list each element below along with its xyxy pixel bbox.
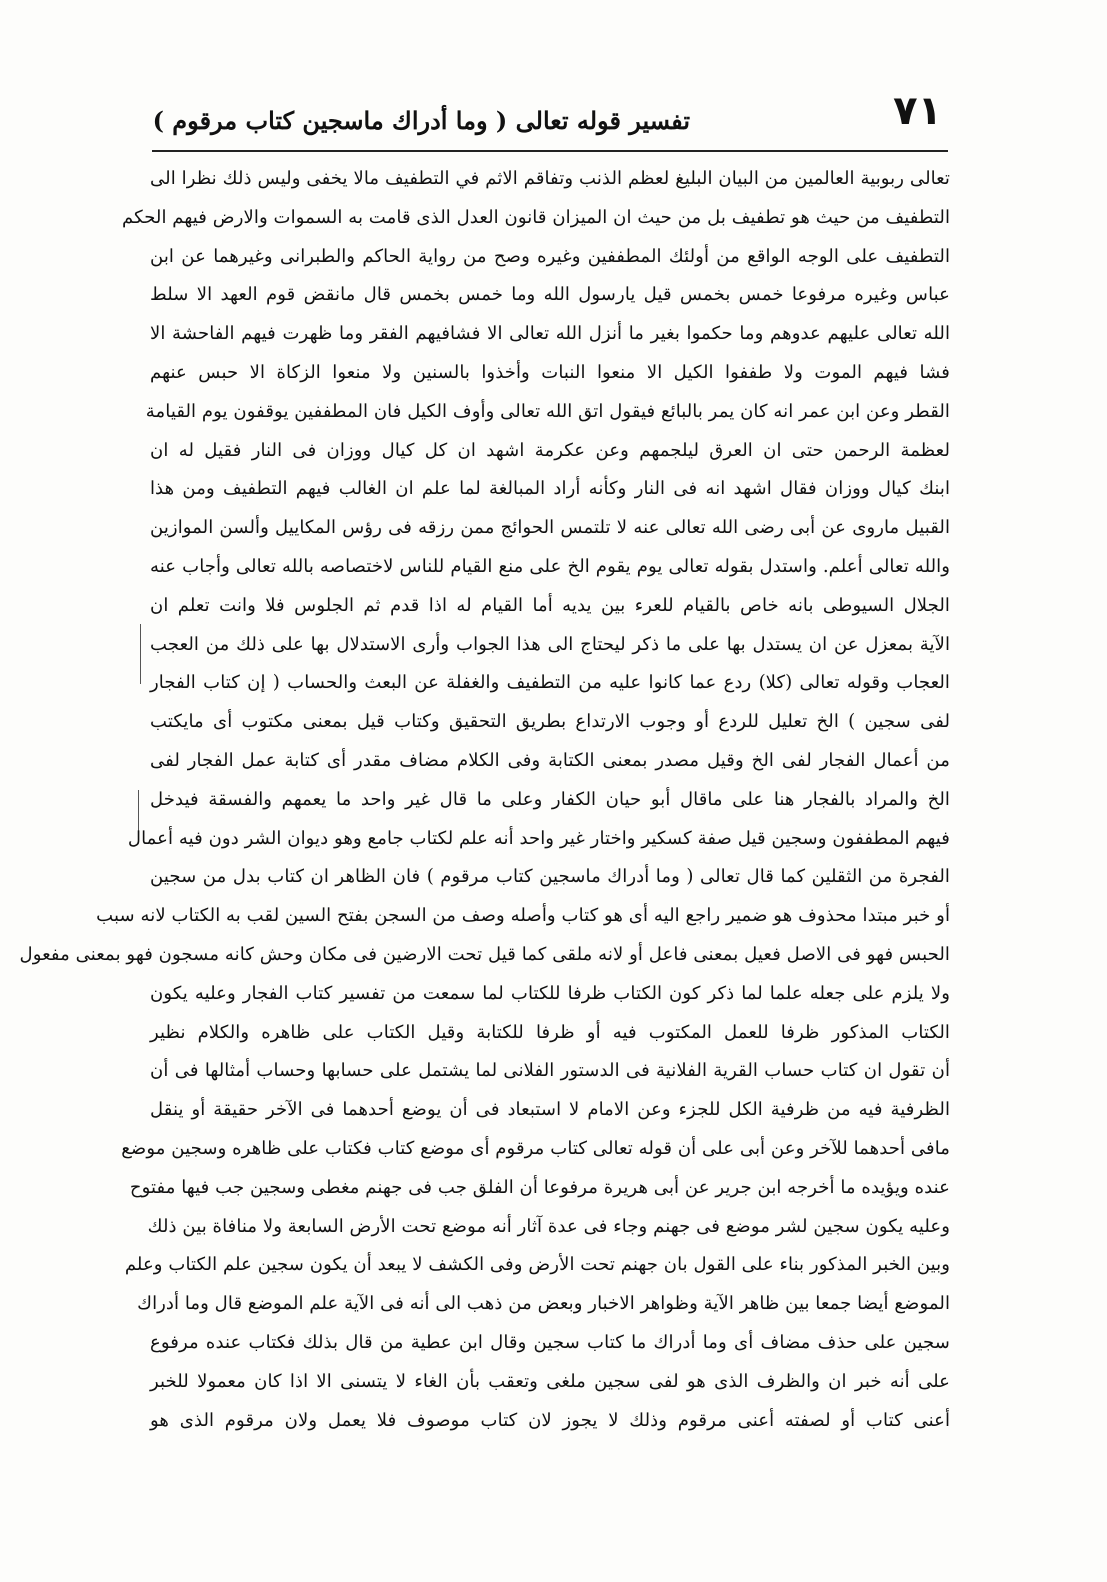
- text-line: العجاب وقوله تعالى (كلا) ردع عما كانوا عليه من التطفيف والغفلة عن البعث والحساب ( إن كتاب الفجار: [150, 672, 950, 694]
- text-line: الخ والمراد بالفجار هنا على ماقال أبو حيان الكفار وعلى ما قال غير واحد ما يعمهم والفسقة فيدخل: [150, 788, 950, 810]
- text-line: تعالى ربوبية العالمين من البيان البليغ لعظم الذنب وتفاقم الاثم في التطفيف مالا يخفى وليس ذلك نظرا الى: [150, 168, 950, 189]
- text-line: الموضع أيضا جمعا بين ظاهر الآية وظواهر الاخبار وبعض من ذهب الى أنه فى الآية علم الموضع قال وما أدراك: [137, 1293, 950, 1315]
- text-line: أو خبر مبتدا محذوف هو ضمير راجع اليه أى هو كتاب وأصله وصف من السجن بفتح السين لقب به الكتاب لانه سبب: [96, 905, 950, 927]
- text-line: القطر وعن ابن عمر انه كان يمر بالبائع فيقول اتق الله تعالى وأوف الكيل فان المطففين يوقفون يوم القيامة: [145, 400, 950, 422]
- text-line: ولا يلزم على جعله علما لما ذكر كون الكتاب ظرفا للكتاب لما سمعت من تفسير كتاب الفجار وعليه يكون: [150, 982, 950, 1004]
- text-line: التطفيف من حيث هو تطفيف بل من حيث ان الميزان قانون العدل الذى قامت به السموات والارض فيهم الحكم: [122, 206, 950, 228]
- text-line: الحبس فهو فى الاصل فعيل بمعنى فاعل أو لانه ملقى كما قيل تحت الارضين فى مكان وحش كانه مسجون فهو بمعنى مفعول: [19, 943, 950, 965]
- text-line: الكتاب المذكور ظرفا للعمل المكتوب فيه أو ظرفا للكتابة وقيل الكتاب على ظاهره والكلام نظير: [150, 1021, 950, 1043]
- text-line: لفى سجين ) الخ تعليل للردع أو وجوب الارتداع بطريق التحقيق وكتاب قيل بمعنى مكتوب أى مايكتب: [150, 711, 950, 733]
- text-line: فيهم المطففون وسجين قيل صفة كسكير واختار غير واحد أنه علم لكتاب جامع وهو ديوان الشر دون فيه أعمال: [127, 827, 950, 849]
- text-line: على أنه خبر ان والظرف الذى هو لفى سجين ملغى وتعقب بأن الغاء لا يتسنى الا اذا كان معمولا للخبر: [150, 1370, 950, 1392]
- text-line: فشا فيهم الموت ولا طففوا الكيل الا منعوا النبات وأخذوا بالسنين ولا منعوا الزكاة الا حبس عنهم: [150, 361, 950, 383]
- text-line: مافى أحدهما للآخر وعن أبى على أن قوله تعالى كتاب مرقوم أى موضع كتاب فكتاب على ظاهره وسجين موضع: [121, 1137, 950, 1159]
- text-line: التطفيف على الوجه الواقع من أولئك المطففين وغيره وصح من رواية الحاكم والطبرانى وغيرهما عن ابن: [150, 245, 950, 267]
- page-number: ٧١: [893, 88, 942, 134]
- header-rule: [152, 150, 948, 152]
- text-line: وعليه يكون سجين لشر موضع فى جهنم وجاء فى عدة آثار أنه موضع تحت الأرض السابعة ولا منافاة بين ذلك: [147, 1215, 950, 1237]
- text-line: أن تقول ان كتاب حساب القرية الفلانية فى الدستور الفلانى لما يشتمل على حسابها وحساب أمثالها فى أن: [150, 1060, 950, 1082]
- text-line: وبين الخبر المذكور بناء على القول بان جهنم تحت الأرض وفى الكشف لا يبعد أن يكون سجين علم الكتاب وعلم: [124, 1254, 950, 1276]
- body-text: [19, 160, 950, 1440]
- text-line: من أعمال الفجار لفى الخ وقيل مصدر بمعنى الكتابة وفى الكلام مضاف مقدر أى كتابة عمل الفجار لفى: [150, 749, 950, 771]
- text-line: عباس وغيره مرفوعا خمس بخمس قيل يارسول الله وما خمس بخمس قال مانقض قوم العهد الا سلط: [150, 284, 950, 306]
- text-line: أعنى كتاب أو لصفته أعنى مرقوم وذلك لا يجوز لان كتاب موصوف فلا يعمل ولان مرقوم الذى هو: [150, 1409, 950, 1431]
- text-line: الآية بمعزل عن ان يستدل بها على ما ذكر ليحتاج الى هذا الجواب وأرى الاستدلال بها على ذلك من العجب: [150, 633, 950, 655]
- text-line: الفجرة من الثقلين كما قال تعالى ( وما أدراك ماسجين كتاب مرقوم ) فان الظاهر ان كتاب بدل من سجين: [150, 866, 950, 888]
- text-line: الله تعالى عليهم عدوهم وما حكموا بغير ما أنزل الله تعالى الا فشافيهم الفقر وما ظهرت فيهم الفاحشة الا: [150, 323, 950, 345]
- running-title: تفسير قوله تعالى ( وما أدراك ماسجين كتاب مرقوم ): [152, 106, 690, 135]
- margin-mark: [140, 624, 141, 684]
- page-header: [150, 88, 950, 144]
- text-line: سجين على حذف مضاف أى وما أدراك ما كتاب سجين وقال ابن عطية من قال بذلك فكتاب عنده مرفوع: [150, 1331, 950, 1353]
- text-line: والله تعالى أعلم. واستدل بقوله تعالى يوم يقوم الخ على منع القيام للناس لاختصاصه بالله تعالى وأجاب عنه: [150, 555, 950, 577]
- text-line: الجلال السيوطى بانه خاص بالقيام للعرء بين يديه أما القيام له اذا قدم ثم الجلوس فلا وانت تعلم ان: [150, 594, 950, 616]
- text-line: القبيل ماروى عن أبى رضى الله تعالى عنه لا تلتمس الحوائج ممن رزقه فى رؤس المكاييل وألسن الموازين: [150, 517, 950, 539]
- text-line: الظرفية فيه من ظرفية الكل للجزء وعن الامام لا استبعاد فى أن يوضع أحدهما فى الآخر حقيقة أو ينقل: [150, 1099, 950, 1121]
- text-line: لعظمة الرحمن حتى ان العرق ليلجمهم وعن عكرمة اشهد ان كل كيال ووزان فى النار فقيل له ان: [150, 439, 950, 461]
- text-line: عنده ويؤيده ما أخرجه ابن جرير عن أبى هريرة مرفوعا أن الفلق جب فى جهنم مغطى وسجين جب فيها مفتوح: [129, 1176, 950, 1198]
- text-line: ابنك كيال ووزان فقال اشهد انه فى النار وكأنه أراد المبالغة لما علم ان الغالب فيهم التطفيف ومن هذا: [150, 478, 950, 500]
